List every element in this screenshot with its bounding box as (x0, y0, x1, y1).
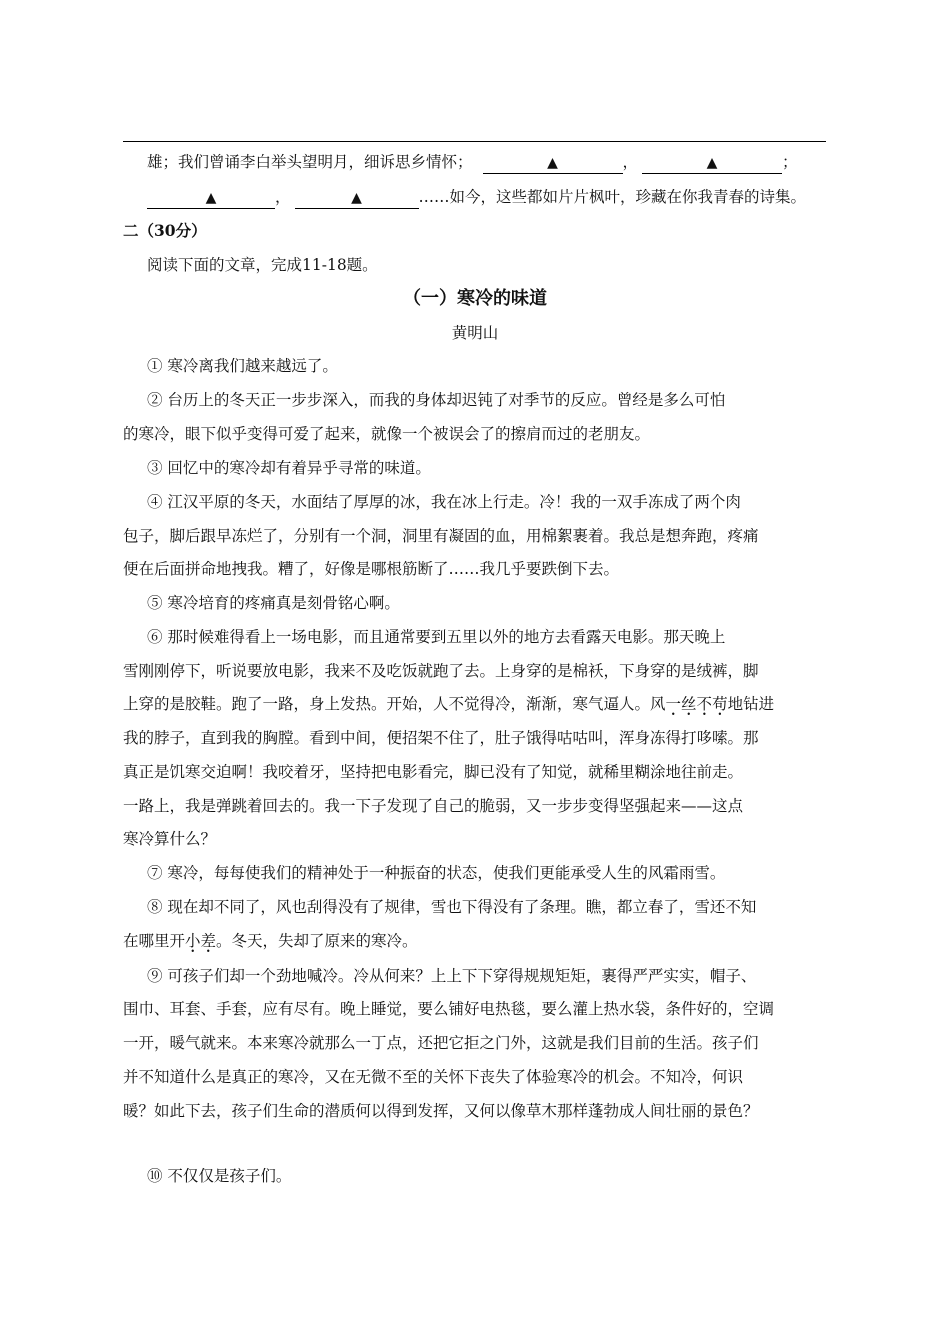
paragraph-8-line: ⑧ 现在却不同了，风也刮得没有了规律，雪也下得没有了条理。瞧，都立春了，雪还不知 (147, 898, 757, 916)
punctuation: ； (782, 153, 798, 171)
paragraph-7: ⑦ 寒冷，每每使我们的精神处于一种振奋的状态，使我们更能承受人生的风霜雨雪。 (147, 864, 726, 882)
answer-blank-3[interactable] (147, 188, 275, 209)
punctuation: ， (275, 188, 291, 206)
paragraph-9-line: 并不知道什么是真正的寒冷，又在无微不至的关怀下丧失了体验寒冷的机会。不知冷，何识 (123, 1068, 744, 1086)
line-text: 在哪里开 (123, 932, 186, 950)
triangle-marker-icon: ▲ (205, 190, 217, 206)
answer-blank-4[interactable] (295, 188, 419, 209)
article-title: （一）寒冷的味道 (403, 288, 547, 309)
paragraph-2-line: 的寒冷，眼下似乎变得可爱了起来，就像一个被误会了的擦肩而过的老朋友。 (123, 425, 651, 443)
paragraph-3: ③ 回忆中的寒冷却有着异乎寻常的味道。 (147, 459, 431, 477)
fill-blank-line-2 (147, 186, 859, 209)
paragraph-6-line: 真正是饥寒交迫啊！我咬着牙，坚持把电影看完，脚已没有了知觉，就稀里糊涂地往前走。 (123, 763, 744, 781)
answer-blank-1[interactable] (483, 153, 623, 174)
paragraph-4-line: 便在后面拼命地拽我。糟了，好像是哪根筋断了……我几乎要跌倒下去。 (123, 560, 620, 578)
line-text: 上穿的是胶鞋。跑了一路，身上发热。开始，人不觉得冷，渐渐，寒气逼人。风 (123, 695, 666, 713)
paragraph-9-line: 暖？如此下去，孩子们生命的潜质何以得到发挥，又何以像草木那样蓬勃成人间壮丽的景色？ (123, 1102, 759, 1120)
paragraph-2-line: ② 台历上的冬天正一步步深入，而我的身体却迟钝了对季节的反应。曾经是多么可怕 (147, 391, 726, 409)
header-rule (123, 141, 826, 142)
paragraph-6-line: ⑥ 那时候难得看上一场电影，而且通常要到五里以外的地方去看露天电影。那天晚上 (147, 628, 726, 646)
paragraph-9-line: 围巾、耳套、手套，应有尽有。晚上睡觉，要么铺好电热毯，要么灌上热水袋，条件好的，空调 (123, 1000, 775, 1018)
emphasis-char: 一 (665, 695, 682, 713)
emphasis-char: 苟 (712, 695, 728, 713)
line-text: ……如今，这些都如片片枫叶，珍藏在你我青春的诗集。 (418, 188, 807, 206)
paragraph-6-line (123, 693, 835, 715)
paragraph-5: ⑤ 寒冷培育的疼痛真是刻骨铭心啊。 (147, 594, 400, 612)
section-instruction: 阅读下面的文章，完成11-18题。 (147, 256, 378, 274)
paragraph-6-line: 雪刚刚停下，听说要放电影，我来不及吃饭就跑了去。上身穿的是棉袄，下身穿的是绒裤，脚 (123, 662, 759, 680)
paragraph-10: ⑩ 不仅仅是孩子们。 (147, 1167, 292, 1185)
article-author: 黄明山 (451, 324, 499, 342)
section-heading: 二（30分） (123, 221, 207, 240)
paragraph-9-line: ⑨ 可孩子们却一个劲地喊冷。冷从何来？上上下下穿得规规矩矩，裹得严严实实，帽子、 (147, 967, 757, 985)
triangle-marker-icon: ▲ (706, 155, 718, 171)
line-text: 雄；我们曾诵李白举头望明月，细诉思乡情怀； (147, 153, 473, 171)
line-text: 地钻进 (727, 695, 775, 713)
paragraph-1: ① 寒冷离我们越来越远了。 (147, 357, 338, 375)
emphasis-char: 不 (696, 695, 713, 713)
emphasis-char: 丝 (681, 695, 697, 713)
triangle-marker-icon: ▲ (547, 155, 558, 171)
line-text: 。冬天，失却了原来的寒冷。 (216, 932, 418, 950)
paragraph-6-line: 一路上，我是弹跳着回去的。我一下子发现了自己的脆弱，又一步步变得坚强起来——这点 (123, 797, 744, 815)
triangle-marker-icon: ▲ (351, 190, 362, 206)
paragraph-6-line: 寒冷算什么？ (123, 830, 217, 848)
fill-blank-line-1 (147, 151, 859, 174)
paragraph-8-line (123, 930, 835, 952)
paragraph-9-line: 一开，暖气就来。本来寒冷就那么一丁点，还把它拒之门外，这就是我们目前的生活。孩子们 (123, 1034, 759, 1052)
emphasis-char: 小 (185, 932, 201, 950)
answer-blank-2[interactable] (642, 153, 782, 174)
paragraph-4-line: ④ 江汉平原的冬天，水面结了厚厚的冰，我在冰上行走。冷！我的一双手冻成了两个肉 (147, 493, 741, 511)
paragraph-4-line: 包子，脚后跟早冻烂了，分别有一个洞，洞里有凝固的血，用棉絮裹着。我总是想奔跑，疼痛 (123, 527, 759, 545)
paragraph-6-line: 我的脖子，直到我的胸膛。看到中间，便招架不住了，肚子饿得咕咕叫，浑身冻得打哆嗦。那 (123, 729, 759, 747)
punctuation: ， (622, 153, 639, 171)
emphasis-char: 差 (200, 932, 217, 950)
